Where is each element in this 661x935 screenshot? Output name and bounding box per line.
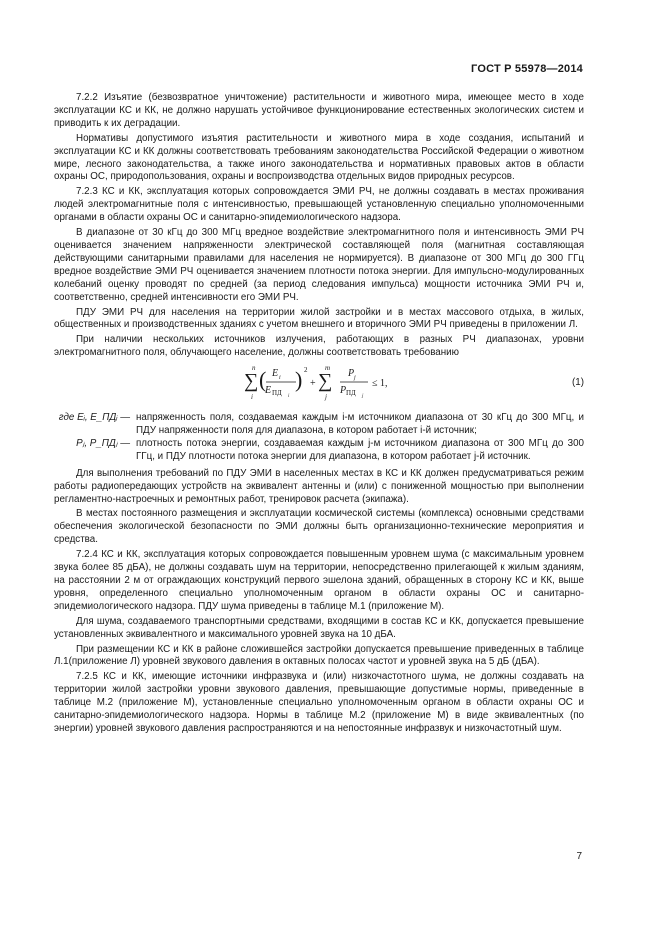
formula-sum-top-2: m <box>325 364 331 373</box>
formula-denominator-1-subsub: i <box>288 394 290 400</box>
formula-plus: + <box>310 378 316 390</box>
formula-numerator-1-sub: i <box>279 375 281 382</box>
paragraph: 7.2.4 КС и КК, эксплуатация которых сопровождается повышенным уровнем шума (с максимальным уровнем звука более 85 дБА), не должны создавать шум на территории, непосредственно прилегающей к жилым зданиям, на расстоянии 2 м от ограждающих конструкций первого эшелона зданий, обращенных в сторону КС и КК, выше уровня, определенного специально уполномоченным органом в области охраны ОС и санитарно-эпидемиологического надзора. ПДУ шума приведены в таблице М.1 (приложение М). <box>54 549 584 612</box>
paragraph: При размещении КС и КК в районе сложившейся застройки допускается превышение приведенных в таблице Л.1(приложение Л) уровней звукового давления в октавных полосах частот и уровней звука на 5 дБ (дБА). <box>54 643 584 668</box>
formula-denominator-2-sub: ПД <box>346 389 356 398</box>
formula-exponent: 2 <box>304 366 308 375</box>
formula-sum-bottom-2: j <box>325 393 327 402</box>
definition-e: напряженность поля, создаваемая каждым i-м источником диапазона от 30 кГц до 300 МГц, и ПДУ напряженности поля для диапазона, в котором работает i-й источник; <box>136 412 584 437</box>
paragraph: В местах постоянного размещения и эксплуатации космической системы (комплекса) основными средствами обеспечения экологической безопасности по ЭМИ должны быть организационно-технические мероприятия и средства. <box>54 508 584 546</box>
paragraph: ПДУ ЭМИ РЧ для населения на территории жилой застройки и в местах массового отдыха, в жилых, общественных и производственных зданиях с учетом внешнего и вторичного ЭМИ РЧ приведены в приложении Л. <box>54 306 584 331</box>
paragraph: 7.2.3 КС и КК, эксплуатация которых сопровождается ЭМИ РЧ, не должны создавать в местах проживания людей электромагнитные поля с интенсивностью, превышающей установленную специально уполномоченными органами в области охраны ОС и санитарно-эпидемиологического надзора. <box>54 186 584 224</box>
formula-numerator-1: E <box>272 368 279 380</box>
formula-numerator-2: P <box>348 368 355 380</box>
paragraph: В диапазоне от 30 кГц до 300 МГц вредное воздействие электромагнитного поля и интенсивность ЭМИ РЧ оценивается значением напряженности электрической составляющей поля (магнитная составляющая действующими санитарными правилами для населения не нормируется). В диапазоне от 300 МГц до 300 ГГц вредное воздействие ЭМИ РЧ оценивается значением плотности потока энергии. Для импульсно-модулированных колебаний оценку проводят по средней (за период следования импульса) мощности источника ЭМИ РЧ и, соответственно, средней интенсивности его ЭМИ РЧ. <box>54 227 584 303</box>
definition-p: плотность потока энергии, создаваемая каждым j-м источником диапазона от 300 МГц до 300 ГГц, и ПДУ плотности потока энергии для диапазона, в котором работает j-й источник. <box>136 437 584 462</box>
formula-numerator-2-sub: j <box>354 375 356 382</box>
formula-denominator-1-sub: ПД <box>272 389 282 398</box>
paragraph: Нормативы допустимого изъятия растительности и животного мира в ходе создания, испытаний и эксплуатации КС и КК должны соответствовать требованиям законодательства Российской Федерации о животном мире, лесного законодательства, а также иного законодательства и нормативных правовых актов в области охраны ОС, природопользования, охраны и воспроизводства отдельных видов природных ресурсов. <box>54 132 584 183</box>
paragraph: При наличии нескольких источников излучения, работающих в разных РЧ диапазонах, уровни электромагнитного поля, облучающего население, должны соответствовать требованию <box>54 334 584 359</box>
symbol-definitions <box>54 412 584 464</box>
paragraph: Для выполнения требований по ПДУ ЭМИ в населенных местах в КС и КК должен предусматриваться режим работы радиопередающих устройств на эквивалент антенны и (или) с пониженной мощностью при выполнении регламентно-настроечных и ремонтных работ, тренировок расчета (экипажа). <box>54 467 584 505</box>
formula-denominator-2: P <box>340 385 347 397</box>
formula-denominator-2-subsub: j <box>362 394 364 400</box>
symbol-e: где Eᵢ, E_ПДᵢ — <box>58 412 130 424</box>
formula-sum-top-1: n <box>252 364 256 373</box>
paragraph: 7.2.5 КС и КК, имеющие источники инфразвука и (или) низкочастотного шума, не должны создавать на территории жилой застройки уровни звукового давления, превышающие допустимые нормы, приведенные в таблице М.2 (приложение М), установленные специально уполномоченным органом в области охраны ОС и санитарно-эпидемиологического надзора. Нормы в таблице М.2 (приложение М) в виде эквивалентных (по энергии) уровней звукового давления распространяются и на непостоянные инфразвук и низкочастотный шум. <box>54 671 584 734</box>
standard-number: ГОСТ Р 55978—2014 <box>471 63 583 75</box>
formula-sum-bottom-1: i <box>251 393 253 402</box>
paragraph: 7.2.2 Изъятие (безвозвратное уничтожение) растительности и животного мира, имеющее место в ходе эксплуатации КС и КК, не должно нарушать устойчивое функционирование естественных экологических систем и приводить к их деградации. <box>54 92 584 129</box>
equation-number: (1) <box>572 377 584 389</box>
right-paren-icon: ) <box>295 367 303 393</box>
page-number: 7 <box>576 851 582 862</box>
formula-graphic <box>244 362 444 408</box>
sigma-icon: ∑ <box>318 370 333 393</box>
left-paren-icon: ( <box>259 367 267 393</box>
paragraph: Для шума, создаваемого транспортными средствами, входящими в состав КС и КК, допускается превышение установленных эквивалентного и максимального уровней звука на 10 дБА. <box>54 615 584 640</box>
formula-denominator-1: E <box>265 385 272 397</box>
sigma-icon: ∑ <box>244 370 259 393</box>
formula-relation: ≤ 1, <box>372 378 388 390</box>
formula-1 <box>54 362 584 408</box>
document-body <box>54 92 584 738</box>
symbol-p: Pⱼ, P_ПДⱼ — <box>76 437 130 449</box>
